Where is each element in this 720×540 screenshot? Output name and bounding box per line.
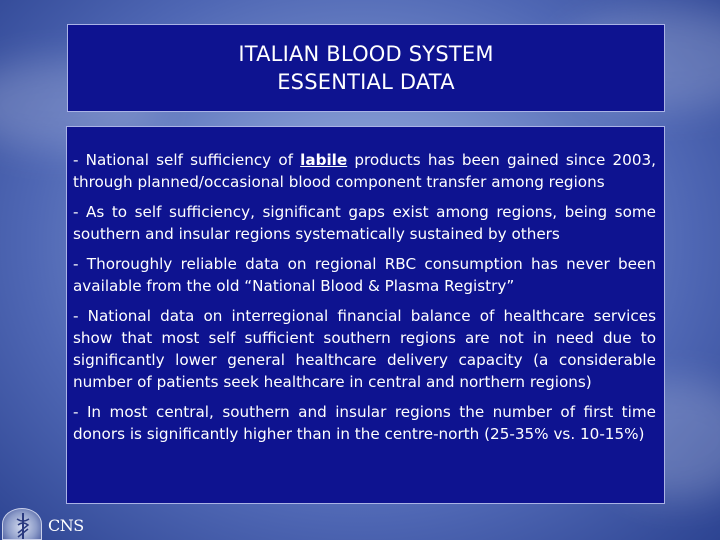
caduceus-seal-icon bbox=[2, 508, 42, 540]
slide-title-line-1: ITALIAN BLOOD SYSTEM bbox=[238, 42, 494, 66]
paragraph-regional-gaps: - As to self sufficiency, significant gaps exist among regions, being some southern and insular regions systematically sustained by others bbox=[73, 203, 656, 243]
paragraph-text: - National self sufficiency of bbox=[73, 151, 301, 169]
paragraph-first-time-donors: - In most central, southern and insular regions the number of first time donors is significantly higher than in the centre-north (25-35% vs. 10-15%) bbox=[73, 403, 656, 443]
paragraph-self-sufficiency bbox=[73, 149, 656, 193]
emphasized-word: labile bbox=[300, 151, 348, 169]
slide-title-line-2: ESSENTIAL DATA bbox=[277, 70, 455, 94]
paragraph-financial-balance: - National data on interregional financial balance of healthcare services show that most self sufficient southern regions are not in need due to significantly lower general healthcare delivery capacity (a considerable number of patients seek healthcare in central and northern regions) bbox=[73, 307, 656, 391]
content-box bbox=[66, 126, 665, 504]
brand-label: CNS bbox=[48, 516, 84, 535]
paragraph-text: products has been gained since 2003, through planned/occasional blood component transfer among regions bbox=[73, 151, 656, 191]
title-box bbox=[67, 24, 665, 112]
paragraph-rbc-data: - Thoroughly reliable data on regional RBC consumption has never been available from the old “National Blood & Plasma Registry” bbox=[73, 255, 656, 295]
